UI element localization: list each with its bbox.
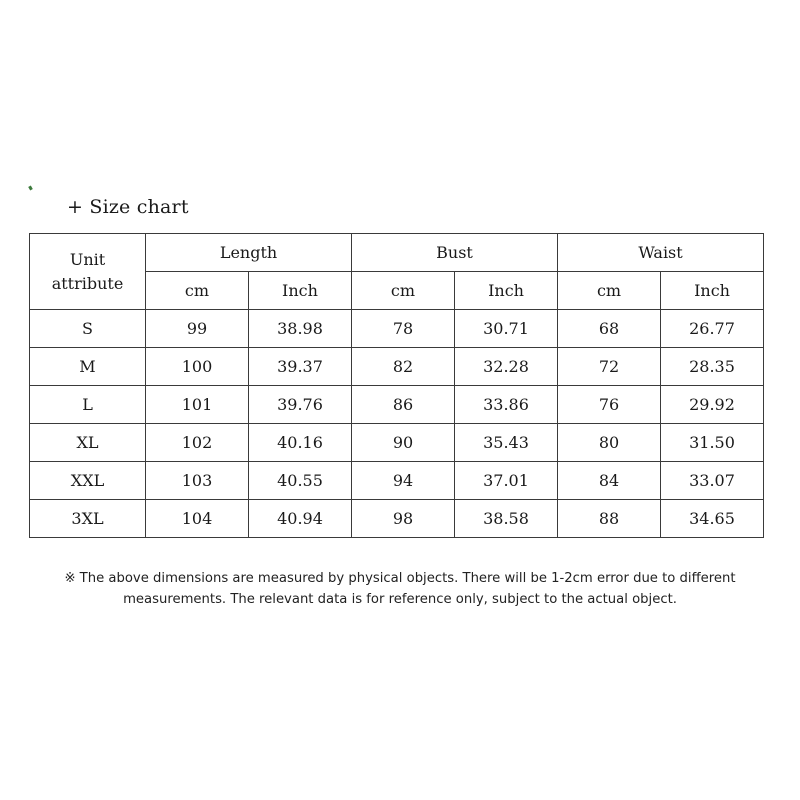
waist-cm-header: cm [558, 272, 661, 310]
group-header-row [30, 234, 764, 272]
waist-inch-cell: 26.77 [661, 310, 764, 348]
waist-cm-cell: 76 [558, 386, 661, 424]
size-cell: S [30, 310, 146, 348]
green-tick-mark [28, 186, 33, 191]
table-row [30, 348, 764, 386]
waist-inch-header: Inch [661, 272, 764, 310]
length-cm-cell: 103 [146, 462, 249, 500]
length-cm-header: cm [146, 272, 249, 310]
waist-cm-cell: 68 [558, 310, 661, 348]
length-inch-cell: 40.94 [249, 500, 352, 538]
bust-inch-cell: 30.71 [455, 310, 558, 348]
table-row [30, 310, 764, 348]
waist-inch-cell: 28.35 [661, 348, 764, 386]
length-cm-cell: 104 [146, 500, 249, 538]
length-cm-cell: 100 [146, 348, 249, 386]
table-row [30, 500, 764, 538]
bust-cm-header: cm [352, 272, 455, 310]
note-line-2: measurements. The relevant data is for reference only, subject to the actual object. [123, 592, 677, 607]
table-row [30, 386, 764, 424]
size-cell: 3XL [30, 500, 146, 538]
table-row [30, 424, 764, 462]
bust-cm-cell: 82 [352, 348, 455, 386]
length-inch-cell: 39.37 [249, 348, 352, 386]
length-inch-header: Inch [249, 272, 352, 310]
bust-cm-cell: 78 [352, 310, 455, 348]
waist-cm-cell: 72 [558, 348, 661, 386]
unit-attribute-header [30, 234, 146, 310]
length-inch-cell: 39.76 [249, 386, 352, 424]
bust-inch-cell: 37.01 [455, 462, 558, 500]
bust-cm-cell: 90 [352, 424, 455, 462]
bust-inch-cell: 35.43 [455, 424, 558, 462]
waist-inch-cell: 34.65 [661, 500, 764, 538]
waist-inch-cell: 29.92 [661, 386, 764, 424]
bust-header: Bust [352, 234, 558, 272]
length-inch-cell: 40.55 [249, 462, 352, 500]
length-inch-cell: 40.16 [249, 424, 352, 462]
bust-cm-cell: 98 [352, 500, 455, 538]
bust-cm-cell: 86 [352, 386, 455, 424]
page-title: + Size chart [67, 196, 189, 218]
bust-inch-header: Inch [455, 272, 558, 310]
bust-inch-cell: 33.86 [455, 386, 558, 424]
table-row [30, 462, 764, 500]
waist-cm-cell: 80 [558, 424, 661, 462]
measurement-note [0, 568, 800, 610]
length-cm-cell: 101 [146, 386, 249, 424]
size-cell: L [30, 386, 146, 424]
size-cell: M [30, 348, 146, 386]
size-cell: XXL [30, 462, 146, 500]
length-header: Length [146, 234, 352, 272]
waist-inch-cell: 31.50 [661, 424, 764, 462]
waist-header: Waist [558, 234, 764, 272]
size-cell: XL [30, 424, 146, 462]
length-inch-cell: 38.98 [249, 310, 352, 348]
length-cm-cell: 99 [146, 310, 249, 348]
waist-inch-cell: 33.07 [661, 462, 764, 500]
note-line-1: ※ The above dimensions are measured by physical objects. There will be 1-2cm error due to different [64, 571, 736, 586]
unit-label: Unit [69, 249, 106, 269]
waist-cm-cell: 84 [558, 462, 661, 500]
length-cm-cell: 102 [146, 424, 249, 462]
size-chart-table [29, 233, 764, 538]
bust-inch-cell: 38.58 [455, 500, 558, 538]
bust-cm-cell: 94 [352, 462, 455, 500]
bust-inch-cell: 32.28 [455, 348, 558, 386]
waist-cm-cell: 88 [558, 500, 661, 538]
attribute-label: attribute [51, 273, 124, 293]
